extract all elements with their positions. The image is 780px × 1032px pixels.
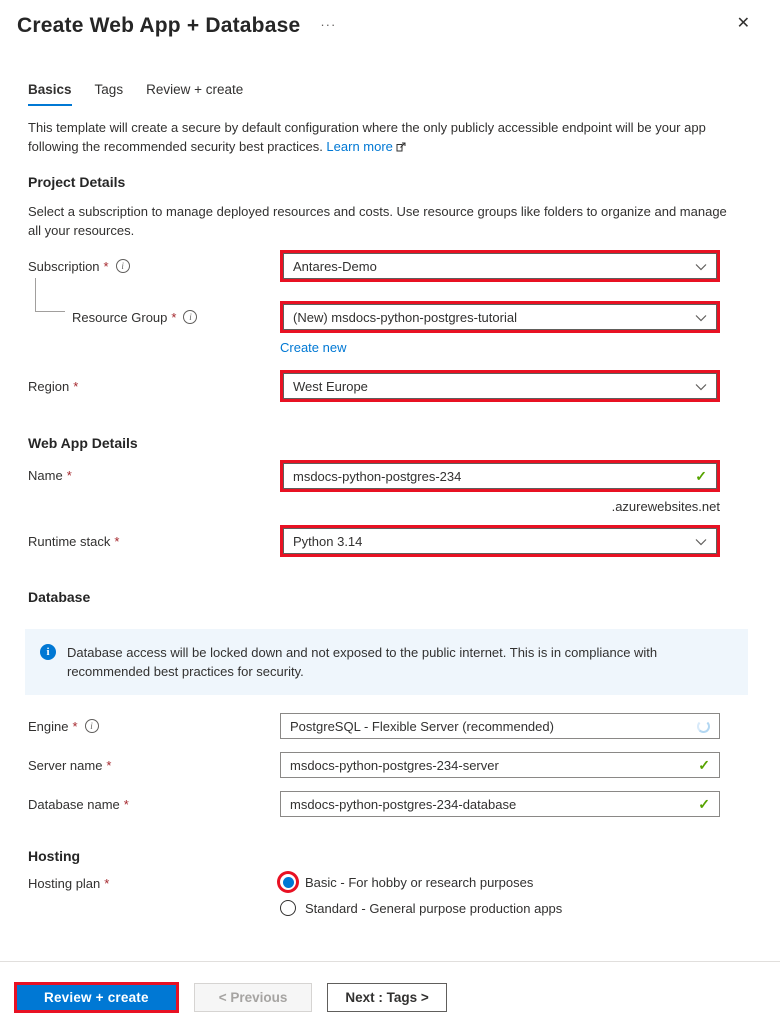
hosting-plan-row <box>28 874 780 916</box>
tab-basics[interactable]: Basics <box>28 82 72 106</box>
wizard-tabs <box>28 82 780 106</box>
engine-label-cell <box>28 719 280 734</box>
runtime-stack-label: Runtime stack <box>28 533 111 549</box>
chevron-down-icon <box>695 534 707 549</box>
tab-tags[interactable]: Tags <box>94 82 124 97</box>
tab-review-create[interactable]: Review + create <box>146 82 244 97</box>
intro-text <box>28 118 734 157</box>
region-value: West Europe <box>293 378 368 394</box>
server-name-field-cell <box>280 752 720 778</box>
resource-group-label: Resource Group <box>72 309 168 325</box>
domain-suffix: .azurewebsites.net <box>611 499 720 514</box>
name-value: msdocs-python-postgres-234 <box>293 468 462 484</box>
resource-group-label-cell <box>28 310 280 325</box>
server-name-label-cell <box>28 758 280 773</box>
database-name-label-cell <box>28 797 280 812</box>
create-new-link[interactable]: Create new <box>280 340 347 355</box>
name-field-cell <box>280 460 720 514</box>
resource-group-dropdown[interactable] <box>283 304 717 330</box>
required-marker: * <box>103 258 109 274</box>
database-heading: Database <box>28 589 91 605</box>
subscription-label: Subscription <box>28 258 100 274</box>
required-marker: * <box>73 378 79 394</box>
name-label-cell <box>28 460 280 483</box>
learn-more-link[interactable]: Learn more <box>326 139 393 154</box>
engine-info-icon[interactable] <box>85 719 99 733</box>
engine-value: PostgreSQL - Flexible Server (recommended) <box>290 718 554 734</box>
more-options-icon[interactable]: ··· <box>320 17 337 32</box>
subscription-value: Antares-Demo <box>293 258 377 274</box>
web-app-details-form <box>28 460 780 557</box>
region-label: Region <box>28 378 70 394</box>
region-row <box>28 370 780 402</box>
engine-dropdown[interactable] <box>280 713 720 739</box>
database-form <box>28 713 780 817</box>
resource-group-info-icon[interactable] <box>183 310 197 324</box>
radio-unselected-icon[interactable] <box>280 900 296 916</box>
web-app-details-heading: Web App Details <box>28 435 138 451</box>
wizard-footer <box>0 961 780 1032</box>
name-input[interactable] <box>283 463 717 489</box>
hosting-form <box>28 874 780 916</box>
intro-description: This template will create a secure by default configuration where the only publicly accessible endpoint will be your app following the recommended security best practices. <box>28 120 706 154</box>
required-marker: * <box>72 718 78 734</box>
subscription-info-icon[interactable] <box>116 259 130 273</box>
resource-group-annotation <box>280 301 720 333</box>
radio-standard-label: Standard - General purpose production apps <box>305 900 563 916</box>
engine-row <box>28 713 780 739</box>
database-name-input[interactable] <box>280 791 720 817</box>
required-marker: * <box>104 876 110 891</box>
database-name-field-cell <box>280 791 720 817</box>
external-link-icon <box>396 138 406 157</box>
required-marker: * <box>123 796 129 812</box>
region-dropdown[interactable] <box>283 373 717 399</box>
project-details-form <box>28 250 780 402</box>
required-marker: * <box>114 533 120 549</box>
region-label-cell <box>28 379 280 394</box>
required-marker: * <box>66 468 72 483</box>
radio-selected-icon[interactable] <box>280 874 296 890</box>
chevron-down-icon <box>695 259 707 274</box>
chevron-down-icon <box>695 310 707 325</box>
database-name-row <box>28 791 780 817</box>
subscription-label-cell <box>28 259 280 274</box>
server-name-label: Server name <box>28 757 103 773</box>
region-annotation <box>280 370 720 402</box>
hosting-plan-label: Hosting plan <box>28 876 101 891</box>
page-title: Create Web App + Database <box>17 14 301 37</box>
hosting-heading: Hosting <box>28 848 81 864</box>
valid-check-icon: ✓ <box>698 795 710 812</box>
hosting-plan-label-cell <box>28 874 280 891</box>
hosting-plan-options <box>280 874 562 916</box>
database-info-banner <box>25 629 748 695</box>
radio-basic-label: Basic - For hobby or research purposes <box>305 874 534 890</box>
info-icon <box>40 644 56 660</box>
engine-field-cell <box>280 713 720 739</box>
resource-group-row <box>28 301 780 333</box>
next-tags-button[interactable]: Next : Tags > <box>327 983 446 1012</box>
radio-option-standard[interactable] <box>280 900 562 916</box>
required-marker: * <box>106 757 112 773</box>
server-name-input[interactable] <box>280 752 720 778</box>
runtime-stack-annotation <box>280 525 720 557</box>
create-new-row <box>280 340 780 355</box>
server-name-value: msdocs-python-postgres-234-server <box>290 757 499 773</box>
radio-option-basic[interactable] <box>280 874 562 890</box>
resource-group-connector <box>35 278 65 312</box>
subscription-row <box>28 250 780 282</box>
database-name-value: msdocs-python-postgres-234-database <box>290 796 517 812</box>
runtime-stack-row <box>28 525 780 557</box>
loading-spinner-icon <box>697 720 710 733</box>
review-create-button[interactable]: Review + create <box>14 982 179 1013</box>
server-name-row <box>28 752 780 778</box>
name-label: Name <box>28 468 63 483</box>
subscription-annotation <box>280 250 720 282</box>
resource-group-value: (New) msdocs-python-postgres-tutorial <box>293 309 517 325</box>
chevron-down-icon <box>695 379 707 394</box>
runtime-stack-value: Python 3.14 <box>293 533 363 549</box>
required-marker: * <box>171 309 177 325</box>
close-icon[interactable]: ✕ <box>736 15 750 32</box>
name-annotation <box>280 460 720 492</box>
subscription-dropdown[interactable] <box>283 253 717 279</box>
database-name-label: Database name <box>28 796 120 812</box>
database-banner-text: Database access will be locked down and not exposed to the public internet. This is in compliance with recommended best practices for security. <box>67 645 658 679</box>
project-details-heading: Project Details <box>28 174 126 190</box>
runtime-stack-label-cell <box>28 534 280 549</box>
name-row <box>28 460 780 514</box>
engine-label: Engine <box>28 718 69 734</box>
valid-check-icon: ✓ <box>698 756 710 773</box>
valid-check-icon: ✓ <box>695 467 707 484</box>
runtime-stack-dropdown[interactable] <box>283 528 717 554</box>
pane-header <box>0 0 780 39</box>
project-details-description: Select a subscription to manage deployed resources and costs. Use resource groups like folders to organize and manage all your resources. <box>28 204 727 238</box>
previous-button[interactable]: < Previous <box>194 983 313 1012</box>
